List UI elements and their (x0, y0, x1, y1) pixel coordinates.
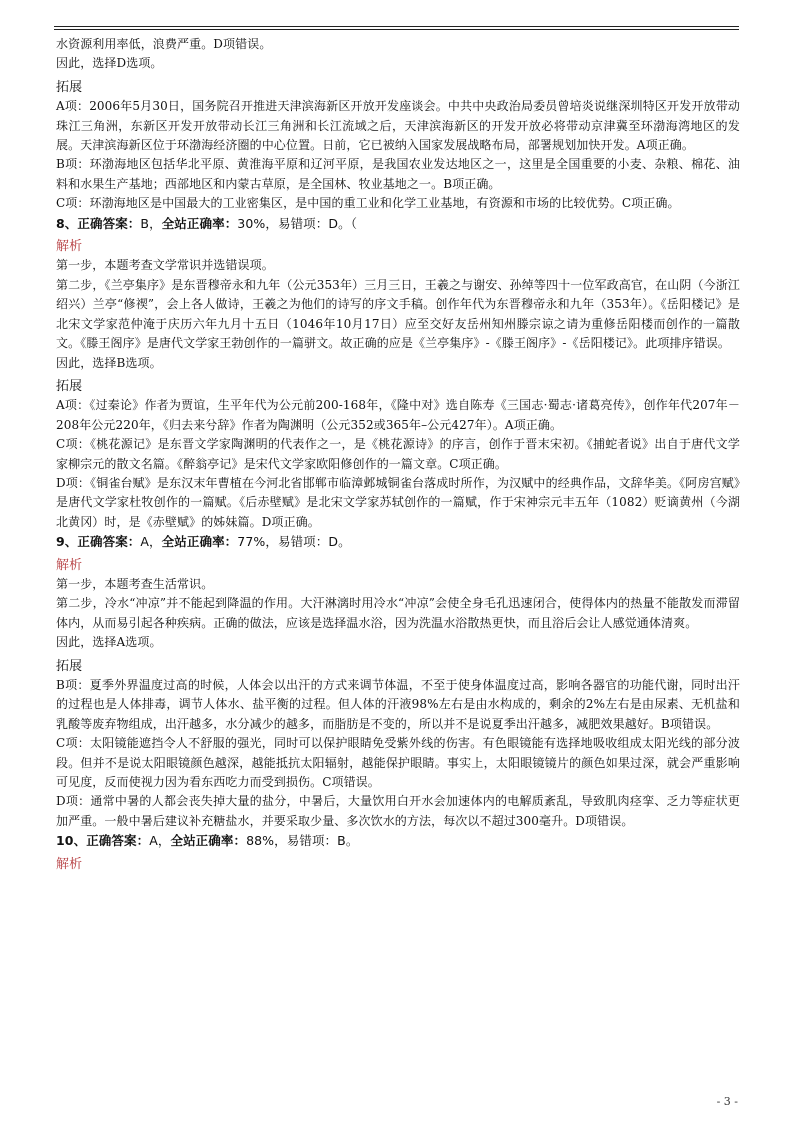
paragraph: C项：太阳镜能遮挡令人不舒服的强光，同时可以保护眼睛免受紫外线的伤害。有色眼镜能有选择地吸收组成太阳光线的部分波段。但并不是说太阳眼镜颜色越深，越能抵抗太阳辐射，越能保护眼睛。事实上，太阳眼镜镜片的颜色如果过深，就会严重影响可见度，反而使视力因为看东西吃力而受到损伤。C项错误。 (56, 736, 740, 790)
accuracy-value: 30%，易错项：D。（ (237, 215, 358, 231)
paragraph: 水资源利用率低，浪费严重。D项错误。 (56, 37, 272, 51)
paragraph: D项：通常中暑的人都会丧失掉大量的盐分，中暑后，大量饮用白开水会加速体内的电解质紊乱，导致肌肉痉挛、乏力等症状更加严重。一般中暑后建议补充糖盐水，并要采取少量、多次饮水的方法，每次以不超过300毫升。D项错误。 (56, 794, 740, 828)
accuracy-value: 77%，易错项：D。 (237, 534, 351, 550)
paragraph: D项：《铜雀台赋》是东汉末年曹植在今河北省邯郸市临漳邺城铜雀台落成时所作，为汉赋中的经典作品，文辞华美。《阿房宫赋》是唐代文学家杜牧创作的一篇赋。《后赤壁赋》是北宋文学家苏轼创作的一篇赋，作于宋神宗元丰五年（1082）贬谪黄州（今湖北黄冈）时，是《赤壁赋》的姊妹篇。D项正确。 (56, 475, 740, 529)
paragraph: 因此，选择D选项。 (56, 56, 163, 71)
extension-heading: 拓展 (56, 79, 83, 95)
analysis-heading: 解析 (56, 557, 83, 573)
paragraph: 第二步，《兰亭集序》是东晋穆帝永和九年（公元353年）三月三日，王羲之与谢安、孙绰等四十一位军政高官，在山阴（今浙江绍兴）兰亭“修禊”，会上各人做诗，王羲之为他们的诗写的序文手稿。创作年代为东晋穆帝永和九年（353年）。《岳阳楼记》是北宋文学家范仲淹于庆历六年九月十五日（1046年10月17日）应至交好友岳州知州滕宗谅之请为重修岳阳楼而创作的一篇散文。《滕王阁序》是唐代文学家王勃创作的一篇骈文。故正确的应是《兰亭集序》-《滕王阁序》-《岳阳楼记》。此项排序错误。 (56, 277, 740, 351)
answer-heading (56, 214, 740, 233)
paragraph: B项：夏季外界温度过高的时候，人体会以出汗的方式来调节体温，不至于使身体温度过高，影响各器官的功能代谢，同时出汗的过程也是人体排毒，调节人体水、盐平衡的过程。但人体的汗液98%左右是由水构成的，剩余的2%左右是由尿素、无机盐和乳酸等废弃物组成，出汗越多，水分减少的越多，而脂肪是不变的，所以并不是说夏季出汗越多，减肥效果越好。B项错误。 (56, 678, 740, 731)
answer-label: 10、正确答案： (56, 833, 150, 849)
header-rule (54, 26, 739, 27)
extension-heading: 拓展 (56, 658, 83, 674)
extension-heading: 拓展 (56, 378, 83, 394)
accuracy-value: 88%，易错项：B。 (246, 833, 359, 849)
paragraph: 第一步，本题考查文学常识并选错误项。 (56, 258, 274, 273)
answer-heading (56, 532, 740, 551)
page-number: - 3 - (716, 1095, 738, 1108)
paragraph: 因此，选择B选项。 (56, 355, 162, 370)
paragraph: A项：《过秦论》作者为贾谊，生平年代为公元前200-168年，《隆中对》选自陈寿《三国志·蜀志·诸葛亮传》，创作年代207年－208年公元220年，《归去来兮辞》作者为陶渊明（公元352或365年–公元427年）。A项正确。 (56, 398, 740, 432)
paragraph: C项：《桃花源记》是东晋文学家陶渊明的代表作之一，是《桃花源诗》的序言，创作于晋末宋初。《捕蛇者说》出自于唐代文学家柳宗元的散文名篇。《醉翁亭记》是宋代文学家欧阳修创作的一篇文章。C项正确。 (56, 437, 740, 471)
accuracy-label: 全站正确率： (161, 534, 238, 550)
accuracy-label: 全站正确率： (161, 215, 238, 231)
answer-value: A， (140, 534, 162, 550)
paragraph: A项：2006年5月30日，国务院召开推进天津滨海新区开放开发座谈会。中共中央政治局委员曾培炎说继深圳特区开发开放带动珠江三角洲，东新区开发开放带动长江三角洲和长江流域之后，天津滨海新区的开发开放必将带动京津冀至环渤海湾地区的发展。天津滨海新区位于环渤海经济圈的中心位置。日前，它已被纳入国家发展战略布局，部署规划加快开发。A项正确。 (56, 99, 740, 153)
paragraph: 因此，选择A选项。 (56, 635, 162, 650)
answer-value: A， (149, 833, 171, 849)
paragraph: 第二步，冷水“冲凉”并不能起到降温的作用。大汗淋漓时用冷水“冲凉”会使全身毛孔迅速闭合，使得体内的热量不能散发而滞留体内，从而易引起各种疾病。正确的做法，应该是选择温水浴，因为洗温水浴散热更快，而且浴后会让人感觉通体清爽。 (56, 596, 740, 630)
analysis-heading: 解析 (56, 856, 83, 872)
header-rule (54, 29, 739, 30)
analysis-heading: 解析 (56, 239, 83, 255)
answer-label: 9、正确答案： (56, 534, 141, 550)
answer-heading (56, 831, 740, 850)
answer-value: B， (140, 215, 162, 231)
accuracy-label: 全站正确率： (170, 833, 247, 849)
paragraph: B项：环渤海地区包括华北平原、黄淮海平原和辽河平原，是我国农业发达地区之一，这里是全国重要的小麦、杂粮、棉花、油料和水果生产基地；西部地区和内蒙古草原，是全国林、牧业基地之一。B项正确。 (56, 157, 740, 191)
paragraph: 第一步，本题考查生活常识。 (56, 576, 214, 591)
paragraph: C项：环渤海地区是中国最大的工业密集区，是中国的重工业和化学工业基地，有资源和市场的比较优势。C项正确。 (56, 196, 680, 211)
answer-label: 8、正确答案： (56, 215, 141, 231)
document-body (56, 35, 740, 874)
